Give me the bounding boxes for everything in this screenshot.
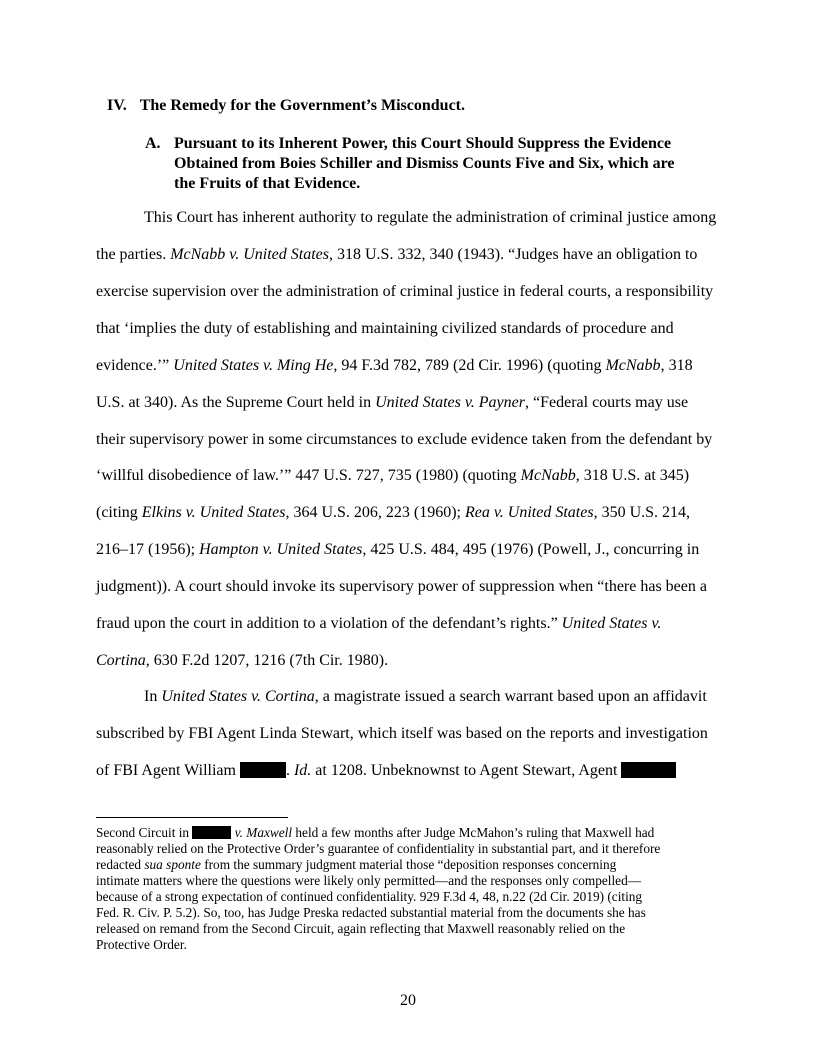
footnote-separator	[96, 817, 288, 818]
body-line: the parties. McNabb v. United States, 318 U.S. 332, 340 (1943). “Judges have an obligation to	[96, 246, 698, 263]
body-line: of FBI Agent William . Id. at 1208. Unbeknownst to Agent Stewart, Agent	[96, 762, 676, 780]
redaction-box	[192, 826, 231, 839]
body-line: judgment)). A court should invoke its supervisory power of suppression when “there has been a	[96, 578, 707, 595]
redaction-box	[240, 762, 286, 778]
footnote-line: Second Circuit in v. Maxwell held a few months after Judge McMahon’s ruling that Maxwell had	[96, 825, 655, 840]
body-line: In United States v. Cortina, a magistrate issued a search warrant based upon an affidavit	[144, 688, 707, 705]
body-line: fraud upon the court in addition to a violation of the defendant’s rights.” United States v.	[96, 615, 662, 632]
case-citation: v. Maxwell	[234, 825, 293, 840]
subsection-title-line: the Fruits of that Evidence.	[174, 175, 361, 192]
case-citation: McNabb	[605, 357, 661, 374]
case-citation: United States v. Cortina	[161, 688, 315, 705]
case-citation: United States v.	[561, 615, 662, 632]
case-citation: Rea v. United States	[465, 504, 594, 521]
body-line: This Court has inherent authority to regulate the administration of criminal justice among	[144, 209, 717, 226]
body-line: U.S. at 340). As the Supreme Court held in United States v. Payner, “Federal courts may use	[96, 394, 689, 411]
subsection-title-line: Pursuant to its Inherent Power, this Court Should Suppress the Evidence	[174, 135, 672, 152]
footnote-line: intimate matters where the questions were likely only permitted—and the responses only compelled—	[96, 873, 642, 888]
section-heading	[107, 97, 465, 115]
body-line: Cortina, 630 F.2d 1207, 1216 (7th Cir. 1980).	[96, 652, 389, 669]
footnote-line: released on remand from the Second Circuit, again reflecting that Maxwell reasonably relied on the	[96, 921, 626, 936]
body-line: exercise supervision over the administration of criminal justice in federal courts, a responsibility	[96, 283, 714, 300]
body-line: that ‘implies the duty of establishing and maintaining civilized standards of procedure and	[96, 320, 674, 337]
case-citation: United States v. Ming He	[173, 357, 334, 374]
section-numeral: IV.	[107, 97, 127, 114]
body-line: ‘willful disobedience of law.’” 447 U.S. 727, 735 (1980) (quoting McNabb, 318 U.S. at 345)	[96, 467, 690, 484]
footnote-line: because of a strong expectation of continued confidentiality. 929 F.3d 4, 48, n.22 (2d Cir. 2019) (citing	[96, 889, 643, 904]
body-line: evidence.’” United States v. Ming He, 94 F.3d 782, 789 (2d Cir. 1996) (quoting McNabb, 318	[96, 357, 693, 374]
case-citation: McNabb v. United States	[170, 246, 329, 263]
body-line: (citing Elkins v. United States, 364 U.S. 206, 223 (1960); Rea v. United States, 350 U.S. 214,	[96, 504, 691, 521]
body-line: 216–17 (1956); Hampton v. United States, 425 U.S. 484, 495 (1976) (Powell, J., concurring in	[96, 541, 700, 558]
footnote-line: reasonably relied on the Protective Order’s guarantee of confidentiality in substantial part, and it therefore	[96, 841, 661, 856]
subsection-letter: A.	[145, 135, 161, 152]
section-title: The Remedy for the Government’s Misconduct.	[139, 97, 466, 114]
footnote-line: redacted sua sponte from the summary judgment material those “deposition responses concerning	[96, 857, 617, 872]
case-citation: Hampton v. United States	[199, 541, 363, 558]
case-citation: McNabb	[520, 467, 576, 484]
redaction-box	[621, 762, 676, 778]
page-number: 20	[400, 992, 416, 1009]
footnote-line: Fed. R. Civ. P. 5.2). So, too, has Judge Preska redacted substantial material from the documents she has	[96, 905, 646, 920]
body-line: their supervisory power in some circumstances to exclude evidence taken from the defendant by	[96, 431, 713, 448]
footnote-line: Protective Order.	[96, 937, 187, 952]
case-citation: Elkins v. United States	[141, 504, 286, 521]
case-citation: United States v. Payner	[375, 394, 525, 411]
case-citation: Cortina	[96, 652, 146, 669]
body-line: subscribed by FBI Agent Linda Stewart, which itself was based on the reports and investigation	[96, 725, 708, 742]
subsection-title-line: Obtained from Boies Schiller and Dismiss Counts Five and Six, which are	[174, 155, 675, 172]
